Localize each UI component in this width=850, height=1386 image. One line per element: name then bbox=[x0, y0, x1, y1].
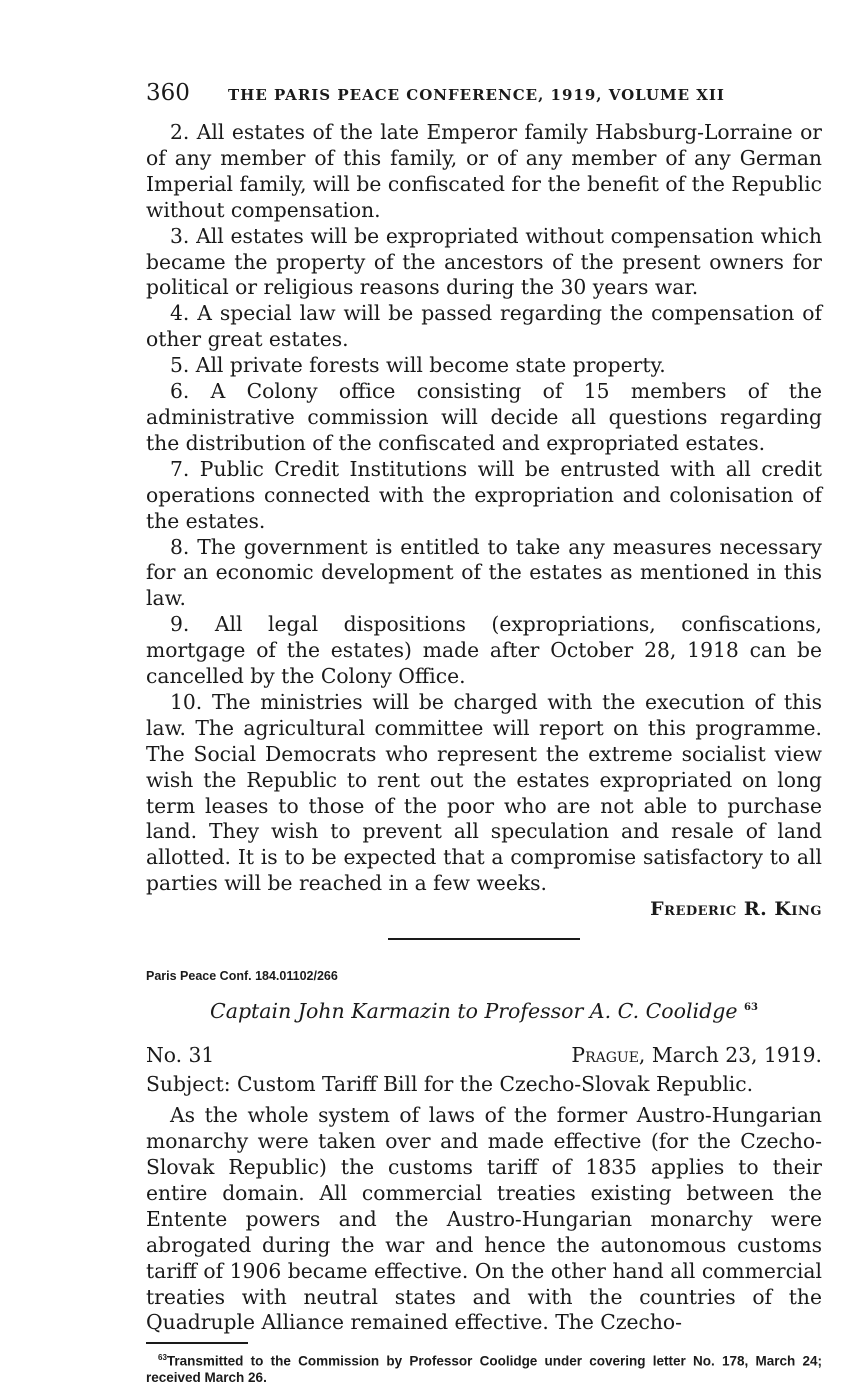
document-body-paragraph: As the whole system of laws of the former Austro-Hungarian monarchy were taken over and made effective (for the Czecho-Slovak Republic) the customs tariff of 1835 applies to their entire domain. All commercial treaties existing between the Entente powers and the Austro-Hungarian monarchy were abrogated during the war and hence the autonomous customs tariff of 1906 became effective. On the other hand all commercial treaties with neutral states and with the countries of the Quadruple Alliance remained effective. The Czecho- bbox=[146, 1103, 822, 1335]
document-body bbox=[146, 1103, 822, 1336]
signature: Frederic R. King bbox=[650, 898, 822, 921]
running-title: THE PARIS PEACE CONFERENCE, 1919, VOLUME XII bbox=[228, 86, 725, 104]
document-place: Prague bbox=[571, 1043, 639, 1068]
document-title bbox=[146, 999, 822, 1023]
running-head bbox=[146, 80, 822, 114]
paragraph-7: 7. Public Credit Institutions will be entrusted with all credit operations connected with the expropriation and colonisation of the estates. bbox=[146, 456, 822, 533]
document-subject: Subject: Custom Tariff Bill for the Czecho-Slovak Republic. bbox=[146, 1072, 754, 1097]
page bbox=[146, 80, 822, 1386]
section-divider bbox=[388, 938, 580, 940]
footnote-mark: 63 bbox=[158, 1352, 167, 1362]
document-meta bbox=[146, 1042, 822, 1068]
footnote-text: Transmitted to the Commission by Professor Coolidge under covering letter No. 178, March 24; received March 26. bbox=[146, 1353, 822, 1386]
page-number: 360 bbox=[146, 80, 190, 106]
document-title-text: Captain John Karmazin to Professor A. C. Coolidge bbox=[210, 999, 738, 1024]
paragraph-2: 2. All estates of the late Emperor family Habsburg-Lorraine or of any member of this family, or of any member of any German Imperial family, will be confiscated for the benefit of the Republic without compensation. bbox=[146, 120, 822, 222]
footnote-marker: 63 bbox=[744, 1002, 758, 1014]
place-date bbox=[571, 1042, 822, 1068]
paragraph-4: 4. A special law will be passed regarding the compensation of other great estates. bbox=[146, 301, 822, 352]
paragraph-5: 5. All private forests will become state property. bbox=[170, 353, 666, 378]
paragraph-9: 9. All legal dispositions (expropriations, confiscations, mortgage of the estates) made after October 28, 1918 can be cancelled by the Colony Office. bbox=[146, 612, 822, 689]
document-number: No. 31 bbox=[146, 1043, 215, 1068]
paragraph-8: 8. The government is entitled to take any measures necessary for an economic development of the estates as mentioned in this law. bbox=[146, 534, 822, 611]
file-reference: Paris Peace Conf. 184.01102/266 bbox=[146, 969, 338, 984]
paragraph-6: 6. A Colony office consisting of 15 members of the administrative commission will decide all questions regarding the distribution of the confiscated and expropriated estates. bbox=[146, 379, 822, 455]
paragraph-10: 10. The ministries will be charged with the execution of this law. The agricultural committee will report on this programme. The Social Democrats who represent the extreme socialist view wish the Republic to rent out the estates expropriated on long term leases to those of the poor who are not able to purchase land. They wish to prevent all speculation and resale of land allotted. It is to be expected that a compromise satisfactory to all parties will be reached in a few weeks. bbox=[146, 689, 822, 896]
footnote-rule bbox=[146, 1342, 248, 1344]
document-date: , March 23, 1919. bbox=[638, 1043, 822, 1068]
law-provisions bbox=[146, 120, 822, 897]
footnote bbox=[146, 1349, 822, 1386]
paragraph-3: 3. All estates will be expropriated without compensation which became the property of the ancestors of the present owners for political or religious reasons during the 30 years war. bbox=[146, 223, 822, 300]
